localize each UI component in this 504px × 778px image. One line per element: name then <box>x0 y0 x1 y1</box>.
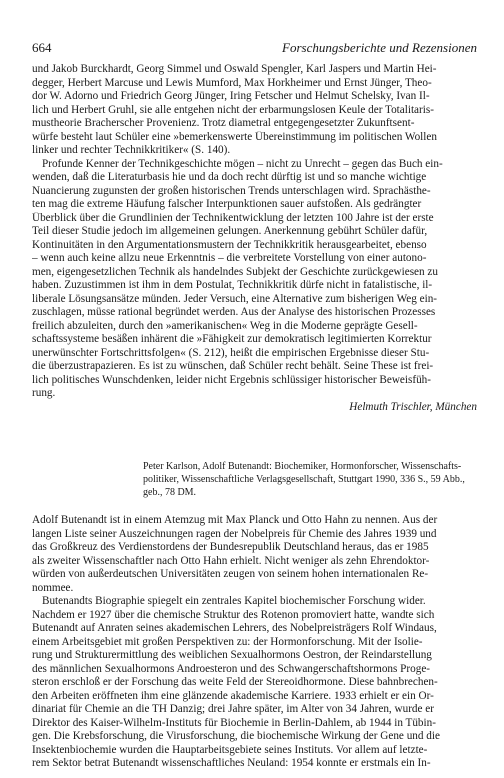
text-line: liberale Lösungsansätze münden. Jeder Versuch, eine Alternative zum bisherigen Weg ein- <box>32 292 438 305</box>
text-line: freilich abzuleiten, durch den »amerikanischen« Weg in die Moderne geprägte Gesell- <box>32 319 418 332</box>
review-2-body <box>32 514 477 771</box>
text-line: Überblick über die Grundlinien der Technikentwicklung der letzten 100 Jahre ist der erste <box>32 211 434 224</box>
text-line: die überzustrapazieren. Es ist zu wünschen, daß Schüler recht behält. Seine These ist frei- <box>32 360 434 372</box>
text-line: haben. Zuzustimmen ist ihm in dem Postulat, Technikkritik dürfe nicht in fatalistische, il- <box>32 279 433 291</box>
text-line: den Arbeiten eröffneten ihm eine glänzende akademische Karriere. 1933 erhielt er ein Or- <box>32 689 434 702</box>
citation-line: politiker, Wissenschaftliche Verlagsgesellschaft, Stuttgart 1990, 336 S., 59 Abb., <box>143 473 465 485</box>
text-line: nommee. <box>32 581 74 594</box>
text-line: wenden, daß die Literaturbasis hie und da doch recht dürftig ist und so manche wichtige <box>32 171 427 183</box>
text-line: Nachdem er 1927 über die chemische Struktur des Rotenon promoviert hatte, wandte sich <box>32 608 435 621</box>
text-line: lich und Herbert Gruhl, sie alle entgehen nicht der erbarmungslosen Keule der Totalitaris- <box>32 103 434 116</box>
text-line: rem Sektor betrat Butenandt wissenschaftliches Neuland: 1954 konnte er erstmals ein In- <box>32 757 431 769</box>
page-header <box>32 40 477 56</box>
text-line: und Jakob Burckhardt, Georg Simmel und Oswald Spengler, Karl Jaspers und Martin Hei- <box>32 63 437 75</box>
text-line: das Großkreuz des Verdienstordens der Bundesrepublik Deutschland heraus, das er 1985 <box>32 541 429 553</box>
citation-line: geb., 78 DM. <box>143 486 197 498</box>
text-line: rung und Strukturermittlung des weiblichen Sexualhormons Oestron, der Reindarstellung <box>32 649 432 661</box>
text-line: zuschlagen, müsse rational begründet werden. Aus der Analyse des historischen Prozesses <box>32 306 436 318</box>
text-line: rung. <box>32 387 56 399</box>
text-line: würden von außerdeutschen Universitäten zeugen von seinem hohen internationalen Re- <box>32 568 429 580</box>
text-line: steron erschloß er der Forschung das weite Feld der Stereoidhormone. Diese bahnbrechen- <box>32 676 438 688</box>
citation-line: Peter Karlson, Adolf Butenandt: Biochemiker, Hormonforscher, Wissenschafts- <box>143 461 462 472</box>
text-line: linker und rechter Technikkritiker« (S. 140). <box>32 144 231 156</box>
text-line: – wenn auch keine allzu neue Erkenntnis – die verbreitete Vorstellung von einer autono- <box>32 252 427 264</box>
text-line: einem Arbeitsgebiet mit großen Perspektiven zu: der Hormonforschung. Mit der Isolie- <box>32 635 423 648</box>
text-line: ten mag die extreme Häufung falscher Interpunktionen sauer aufstoßen. Als gedrängter <box>32 198 422 210</box>
text-line: Insektenbiochemie wurden die Hauptarbeitsgebiete seines Instituts. Vor allem auf letzte- <box>32 743 428 756</box>
text-line: langen Liste seiner Auszeichnungen ragen der Nobelpreis für Chemie des Jahres 1939 und <box>32 527 437 540</box>
review-1-body <box>32 63 477 414</box>
text-line: unerwünschter Fortschrittsfolgen« (S. 212), heißt die empirischen Ergebnisse dieser Stu- <box>32 346 430 359</box>
text-line: schaftssysteme besäßen inhärent die »Fähigkeit zur demokratisch legitimierten Korrektur <box>32 333 432 345</box>
text-line: Teil dieser Studie jedoch im allgemeinen gelungen. Anerkennung gebührt Schüler dafür, <box>32 225 428 237</box>
text-line: dinariat für Chemie an die TH Danzig; drei Jahre später, im Alter von 34 Jahren, wurde er <box>32 703 434 715</box>
reviewer-signature: Helmuth Trischler, München <box>349 400 477 413</box>
text-line: dor W. Adorno und Friedrich Georg Jünger, Iring Fetscher und Helmut Schelsky, Ivan Il- <box>32 90 430 102</box>
text-line: Adolf Butenandt ist in einem Atemzug mit Max Planck und Otto Hahn zu nennen. Aus der <box>32 514 438 526</box>
text-line: Nuancierung zugunsten der großen historischen Trends unterschlagen wird. Sprachästhe- <box>32 184 431 197</box>
text-line: Butenandt auf Anraten seines akademischen Lehrers, des Nobelpreisträgers Rolf Windaus, <box>32 622 437 634</box>
text-line: als zweiter Wissenschaftler nach Otto Hahn erhielt. Nicht weniger als zehn Ehrendoktor- <box>32 554 430 567</box>
book-citation <box>143 461 479 499</box>
text-line: gen. Die Krebsforschung, die Virusforschung, die biochemische Wirkung der Gene und die <box>32 730 440 742</box>
text-line: des männlichen Sexualhormons Androesteron und des Schwangerschaftshormons Proge- <box>32 662 431 675</box>
text-line: degger, Herbert Marcuse und Lewis Mumford, Max Horkheimer und Ernst Jünger, Theo- <box>32 76 432 89</box>
text-line: Profunde Kenner der Technikgeschichte mögen – nicht zu Unrecht – gegen das Buch ein- <box>42 157 443 170</box>
running-title: Forschungsberichte und Rezensionen <box>282 40 477 55</box>
text-line: würfe besteht laut Schüler eine »bemerkenswerte Übereinstimmung im politischen Wollen <box>32 130 437 143</box>
text-line: Kontinuitäten in den Argumentationsmustern der Technikkritik herausgearbeitet, ebenso <box>32 238 427 251</box>
page-number: 664 <box>32 40 52 55</box>
text-line: mustheorie Bracherscher Provenienz. Trotz diametral entgegengesetzter Zukunftsent- <box>32 117 415 129</box>
text-line: lich politisches Wunschdenken, leider nicht Ergebnis schlüssiger historischer Beweisfüh- <box>32 373 432 386</box>
text-line: men, eigengesetzlichen Technik als handelndes Subjekt der Geschichte zurückgewiesen zu <box>32 265 438 278</box>
text-line: Butenandts Biographie spiegelt ein zentrales Kapitel biochemischer Forschung wider. <box>42 595 426 607</box>
text-line: Direktor des Kaiser-Wilhelm-Instituts für Biochemie in Berlin-Dahlem, ab 1944 in Tübin- <box>32 716 436 729</box>
